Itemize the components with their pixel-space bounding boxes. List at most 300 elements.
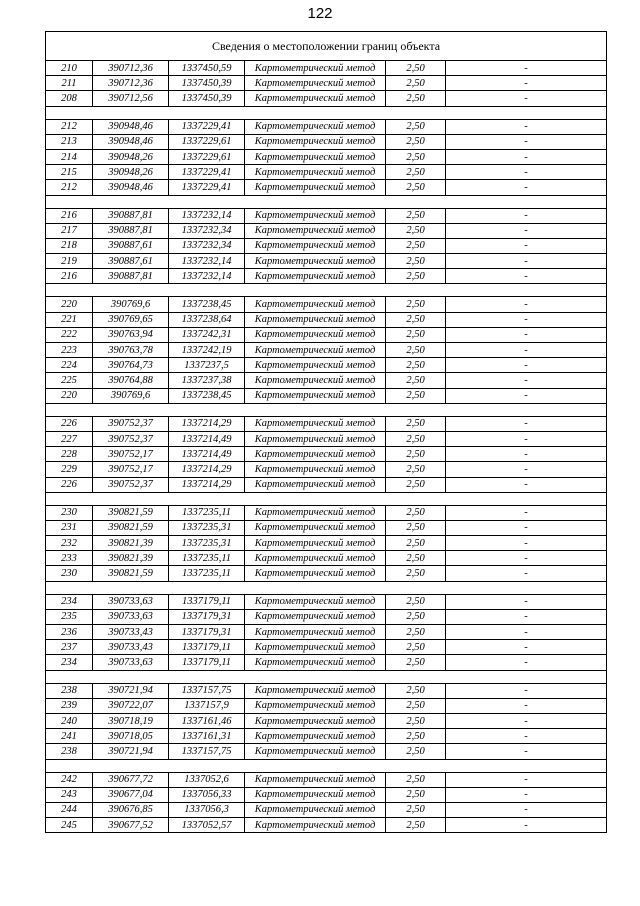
point-number-cell: 220 (46, 297, 93, 312)
accuracy-cell: 2,50 (386, 327, 446, 342)
table-row (46, 787, 607, 802)
point-number-cell: 212 (46, 119, 93, 134)
point-number-cell: 240 (46, 713, 93, 728)
method-cell: Картометрический метод (245, 787, 386, 802)
description-cell: - (446, 208, 607, 223)
method-cell: Картометрический метод (245, 91, 386, 106)
table-row (46, 477, 607, 492)
x-coordinate-cell: 390948,26 (93, 149, 169, 164)
y-coordinate-cell: 1337450,59 (169, 61, 245, 76)
point-number-cell: 237 (46, 640, 93, 655)
description-cell: - (446, 269, 607, 284)
group-separator-cell (46, 106, 607, 119)
table-row (46, 254, 607, 269)
accuracy-cell: 2,50 (386, 505, 446, 520)
table-row (46, 536, 607, 551)
description-cell: - (446, 818, 607, 833)
table-row (46, 447, 607, 462)
method-cell: Картометрический метод (245, 76, 386, 91)
accuracy-cell: 2,50 (386, 772, 446, 787)
boundary-points-table (45, 31, 607, 833)
table-title: Сведения о местоположении границ объекта (46, 32, 607, 61)
method-cell: Картометрический метод (245, 119, 386, 134)
x-coordinate-cell: 390764,73 (93, 358, 169, 373)
table-row (46, 683, 607, 698)
method-cell: Картометрический метод (245, 327, 386, 342)
table-row (46, 640, 607, 655)
description-cell: - (446, 327, 607, 342)
method-cell: Картометрический метод (245, 729, 386, 744)
y-coordinate-cell: 1337052,57 (169, 818, 245, 833)
description-cell: - (446, 373, 607, 388)
point-number-cell: 232 (46, 536, 93, 551)
x-coordinate-cell: 390718,19 (93, 713, 169, 728)
description-cell: - (446, 431, 607, 446)
table-row (46, 269, 607, 284)
x-coordinate-cell: 390733,63 (93, 594, 169, 609)
point-number-cell: 238 (46, 683, 93, 698)
table-row (46, 223, 607, 238)
description-cell: - (446, 772, 607, 787)
page-number: 122 (307, 5, 333, 22)
point-number-cell: 229 (46, 462, 93, 477)
table-row (46, 609, 607, 624)
description-cell: - (446, 729, 607, 744)
y-coordinate-cell: 1337214,29 (169, 462, 245, 477)
table-row (46, 462, 607, 477)
table-row (46, 91, 607, 106)
description-cell: - (446, 594, 607, 609)
x-coordinate-cell: 390718,05 (93, 729, 169, 744)
y-coordinate-cell: 1337232,34 (169, 238, 245, 253)
method-cell: Картометрический метод (245, 625, 386, 640)
method-cell: Картометрический метод (245, 713, 386, 728)
method-cell: Картометрический метод (245, 165, 386, 180)
description-cell: - (446, 149, 607, 164)
accuracy-cell: 2,50 (386, 297, 446, 312)
y-coordinate-cell: 1337238,64 (169, 312, 245, 327)
description-cell: - (446, 566, 607, 581)
y-coordinate-cell: 1337179,11 (169, 594, 245, 609)
table-row (46, 180, 607, 195)
method-cell: Картометрический метод (245, 536, 386, 551)
table-row (46, 119, 607, 134)
point-number-cell: 226 (46, 477, 93, 492)
description-cell: - (446, 388, 607, 403)
y-coordinate-cell: 1337232,14 (169, 208, 245, 223)
method-cell: Картометрический метод (245, 416, 386, 431)
description-cell: - (446, 416, 607, 431)
x-coordinate-cell: 390712,36 (93, 61, 169, 76)
y-coordinate-cell: 1337232,14 (169, 269, 245, 284)
group-separator-row (46, 492, 607, 505)
description-cell: - (446, 477, 607, 492)
method-cell: Картометрический метод (245, 61, 386, 76)
description-cell: - (446, 119, 607, 134)
y-coordinate-cell: 1337214,49 (169, 431, 245, 446)
x-coordinate-cell: 390677,04 (93, 787, 169, 802)
point-number-cell: 216 (46, 269, 93, 284)
table-row (46, 358, 607, 373)
table-row (46, 594, 607, 609)
accuracy-cell: 2,50 (386, 787, 446, 802)
method-cell: Картометрический метод (245, 431, 386, 446)
accuracy-cell: 2,50 (386, 729, 446, 744)
y-coordinate-cell: 1337235,11 (169, 505, 245, 520)
table-row (46, 802, 607, 817)
accuracy-cell: 2,50 (386, 416, 446, 431)
accuracy-cell: 2,50 (386, 744, 446, 759)
y-coordinate-cell: 1337235,11 (169, 551, 245, 566)
group-separator-cell (46, 195, 607, 208)
accuracy-cell: 2,50 (386, 238, 446, 253)
method-cell: Картометрический метод (245, 447, 386, 462)
accuracy-cell: 2,50 (386, 312, 446, 327)
group-separator-cell (46, 284, 607, 297)
accuracy-cell: 2,50 (386, 254, 446, 269)
y-coordinate-cell: 1337237,38 (169, 373, 245, 388)
y-coordinate-cell: 1337235,31 (169, 520, 245, 535)
table-row (46, 744, 607, 759)
point-number-cell: 239 (46, 698, 93, 713)
method-cell: Картометрический метод (245, 698, 386, 713)
y-coordinate-cell: 1337179,11 (169, 640, 245, 655)
point-number-cell: 211 (46, 76, 93, 91)
group-separator-row (46, 670, 607, 683)
y-coordinate-cell: 1337238,45 (169, 297, 245, 312)
description-cell: - (446, 358, 607, 373)
method-cell: Картометрический метод (245, 208, 386, 223)
point-number-cell: 227 (46, 431, 93, 446)
group-separator-cell (46, 581, 607, 594)
table-row (46, 729, 607, 744)
accuracy-cell: 2,50 (386, 520, 446, 535)
x-coordinate-cell: 390887,81 (93, 223, 169, 238)
description-cell: - (446, 254, 607, 269)
y-coordinate-cell: 1337179,11 (169, 655, 245, 670)
point-number-cell: 213 (46, 134, 93, 149)
method-cell: Картометрический метод (245, 744, 386, 759)
accuracy-cell: 2,50 (386, 447, 446, 462)
accuracy-cell: 2,50 (386, 388, 446, 403)
accuracy-cell: 2,50 (386, 76, 446, 91)
x-coordinate-cell: 390752,37 (93, 416, 169, 431)
description-cell: - (446, 91, 607, 106)
point-number-cell: 241 (46, 729, 93, 744)
table-row (46, 208, 607, 223)
point-number-cell: 244 (46, 802, 93, 817)
table-row (46, 238, 607, 253)
table-body (46, 32, 607, 833)
y-coordinate-cell: 1337157,9 (169, 698, 245, 713)
method-cell: Картометрический метод (245, 566, 386, 581)
accuracy-cell: 2,50 (386, 609, 446, 624)
x-coordinate-cell: 390887,61 (93, 238, 169, 253)
accuracy-cell: 2,50 (386, 358, 446, 373)
accuracy-cell: 2,50 (386, 134, 446, 149)
x-coordinate-cell: 390948,46 (93, 180, 169, 195)
point-number-cell: 242 (46, 772, 93, 787)
y-coordinate-cell: 1337450,39 (169, 91, 245, 106)
x-coordinate-cell: 390821,59 (93, 505, 169, 520)
table-row (46, 149, 607, 164)
x-coordinate-cell: 390721,94 (93, 683, 169, 698)
x-coordinate-cell: 390712,36 (93, 76, 169, 91)
y-coordinate-cell: 1337237,5 (169, 358, 245, 373)
table-row (46, 61, 607, 76)
y-coordinate-cell: 1337238,45 (169, 388, 245, 403)
accuracy-cell: 2,50 (386, 269, 446, 284)
point-number-cell: 236 (46, 625, 93, 640)
description-cell: - (446, 343, 607, 358)
point-number-cell: 219 (46, 254, 93, 269)
accuracy-cell: 2,50 (386, 61, 446, 76)
accuracy-cell: 2,50 (386, 91, 446, 106)
description-cell: - (446, 787, 607, 802)
description-cell: - (446, 447, 607, 462)
description-cell: - (446, 551, 607, 566)
description-cell: - (446, 609, 607, 624)
x-coordinate-cell: 390887,61 (93, 254, 169, 269)
group-separator-cell (46, 403, 607, 416)
x-coordinate-cell: 390821,59 (93, 520, 169, 535)
x-coordinate-cell: 390948,26 (93, 165, 169, 180)
x-coordinate-cell: 390733,43 (93, 625, 169, 640)
table-row (46, 388, 607, 403)
description-cell: - (446, 165, 607, 180)
accuracy-cell: 2,50 (386, 536, 446, 551)
y-coordinate-cell: 1337179,31 (169, 609, 245, 624)
description-cell: - (446, 655, 607, 670)
table-row (46, 327, 607, 342)
accuracy-cell: 2,50 (386, 223, 446, 238)
point-number-cell: 234 (46, 655, 93, 670)
table-row (46, 772, 607, 787)
table-row (46, 134, 607, 149)
method-cell: Картометрический метод (245, 594, 386, 609)
point-number-cell: 222 (46, 327, 93, 342)
x-coordinate-cell: 390733,63 (93, 655, 169, 670)
table-row (46, 297, 607, 312)
table-title-row (46, 32, 607, 61)
description-cell: - (446, 505, 607, 520)
y-coordinate-cell: 1337232,14 (169, 254, 245, 269)
accuracy-cell: 2,50 (386, 655, 446, 670)
group-separator-row (46, 106, 607, 119)
group-separator-row (46, 581, 607, 594)
description-cell: - (446, 698, 607, 713)
y-coordinate-cell: 1337214,29 (169, 477, 245, 492)
group-separator-row (46, 759, 607, 772)
method-cell: Картометрический метод (245, 223, 386, 238)
method-cell: Картометрический метод (245, 388, 386, 403)
y-coordinate-cell: 1337157,75 (169, 744, 245, 759)
point-number-cell: 243 (46, 787, 93, 802)
description-cell: - (446, 61, 607, 76)
accuracy-cell: 2,50 (386, 713, 446, 728)
x-coordinate-cell: 390763,78 (93, 343, 169, 358)
y-coordinate-cell: 1337232,34 (169, 223, 245, 238)
group-separator-row (46, 284, 607, 297)
method-cell: Картометрический метод (245, 683, 386, 698)
x-coordinate-cell: 390752,17 (93, 447, 169, 462)
x-coordinate-cell: 390769,6 (93, 388, 169, 403)
accuracy-cell: 2,50 (386, 551, 446, 566)
y-coordinate-cell: 1337214,29 (169, 416, 245, 431)
point-number-cell: 210 (46, 61, 93, 76)
table-row (46, 431, 607, 446)
accuracy-cell: 2,50 (386, 594, 446, 609)
method-cell: Картометрический метод (245, 180, 386, 195)
description-cell: - (446, 312, 607, 327)
accuracy-cell: 2,50 (386, 698, 446, 713)
x-coordinate-cell: 390676,85 (93, 802, 169, 817)
y-coordinate-cell: 1337235,31 (169, 536, 245, 551)
method-cell: Картометрический метод (245, 551, 386, 566)
y-coordinate-cell: 1337229,61 (169, 134, 245, 149)
method-cell: Картометрический метод (245, 802, 386, 817)
point-number-cell: 218 (46, 238, 93, 253)
table-row (46, 625, 607, 640)
description-cell: - (446, 223, 607, 238)
x-coordinate-cell: 390769,65 (93, 312, 169, 327)
point-number-cell: 224 (46, 358, 93, 373)
y-coordinate-cell: 1337056,3 (169, 802, 245, 817)
table-row (46, 520, 607, 535)
x-coordinate-cell: 390722,07 (93, 698, 169, 713)
y-coordinate-cell: 1337242,31 (169, 327, 245, 342)
y-coordinate-cell: 1337056,33 (169, 787, 245, 802)
y-coordinate-cell: 1337052,6 (169, 772, 245, 787)
group-separator-cell (46, 492, 607, 505)
x-coordinate-cell: 390677,52 (93, 818, 169, 833)
y-coordinate-cell: 1337161,46 (169, 713, 245, 728)
method-cell: Картометрический метод (245, 343, 386, 358)
description-cell: - (446, 640, 607, 655)
description-cell: - (446, 744, 607, 759)
x-coordinate-cell: 390769,6 (93, 297, 169, 312)
y-coordinate-cell: 1337242,19 (169, 343, 245, 358)
method-cell: Картометрический метод (245, 269, 386, 284)
description-cell: - (446, 238, 607, 253)
table-row (46, 312, 607, 327)
method-cell: Картометрический метод (245, 505, 386, 520)
point-number-cell: 217 (46, 223, 93, 238)
accuracy-cell: 2,50 (386, 149, 446, 164)
description-cell: - (446, 134, 607, 149)
point-number-cell: 238 (46, 744, 93, 759)
group-separator-row (46, 403, 607, 416)
description-cell: - (446, 520, 607, 535)
table-row (46, 698, 607, 713)
x-coordinate-cell: 390733,63 (93, 609, 169, 624)
x-coordinate-cell: 390821,39 (93, 536, 169, 551)
x-coordinate-cell: 390712,56 (93, 91, 169, 106)
description-cell: - (446, 683, 607, 698)
accuracy-cell: 2,50 (386, 566, 446, 581)
accuracy-cell: 2,50 (386, 683, 446, 698)
point-number-cell: 212 (46, 180, 93, 195)
point-number-cell: 226 (46, 416, 93, 431)
method-cell: Картометрический метод (245, 149, 386, 164)
group-separator-cell (46, 759, 607, 772)
point-number-cell: 220 (46, 388, 93, 403)
accuracy-cell: 2,50 (386, 640, 446, 655)
point-number-cell: 245 (46, 818, 93, 833)
table-row (46, 713, 607, 728)
method-cell: Картометрический метод (245, 477, 386, 492)
method-cell: Картометрический метод (245, 772, 386, 787)
x-coordinate-cell: 390887,81 (93, 269, 169, 284)
x-coordinate-cell: 390821,59 (93, 566, 169, 581)
accuracy-cell: 2,50 (386, 180, 446, 195)
point-number-cell: 221 (46, 312, 93, 327)
method-cell: Картометрический метод (245, 238, 386, 253)
point-number-cell: 228 (46, 447, 93, 462)
accuracy-cell: 2,50 (386, 373, 446, 388)
table-row (46, 165, 607, 180)
accuracy-cell: 2,50 (386, 431, 446, 446)
point-number-cell: 215 (46, 165, 93, 180)
method-cell: Картометрический метод (245, 134, 386, 149)
group-separator-row (46, 195, 607, 208)
method-cell: Картометрический метод (245, 609, 386, 624)
description-cell: - (446, 462, 607, 477)
y-coordinate-cell: 1337229,41 (169, 165, 245, 180)
point-number-cell: 214 (46, 149, 93, 164)
method-cell: Картометрический метод (245, 818, 386, 833)
point-number-cell: 234 (46, 594, 93, 609)
description-cell: - (446, 536, 607, 551)
x-coordinate-cell: 390763,94 (93, 327, 169, 342)
x-coordinate-cell: 390948,46 (93, 119, 169, 134)
method-cell: Картометрический метод (245, 358, 386, 373)
point-number-cell: 235 (46, 609, 93, 624)
table-row (46, 505, 607, 520)
x-coordinate-cell: 390821,39 (93, 551, 169, 566)
description-cell: - (446, 625, 607, 640)
y-coordinate-cell: 1337179,31 (169, 625, 245, 640)
x-coordinate-cell: 390752,37 (93, 477, 169, 492)
y-coordinate-cell: 1337161,31 (169, 729, 245, 744)
table-row (46, 416, 607, 431)
accuracy-cell: 2,50 (386, 802, 446, 817)
x-coordinate-cell: 390733,43 (93, 640, 169, 655)
table-row (46, 76, 607, 91)
table-row (46, 818, 607, 833)
point-number-cell: 223 (46, 343, 93, 358)
point-number-cell: 208 (46, 91, 93, 106)
y-coordinate-cell: 1337229,41 (169, 119, 245, 134)
point-number-cell: 225 (46, 373, 93, 388)
accuracy-cell: 2,50 (386, 208, 446, 223)
table-row (46, 373, 607, 388)
accuracy-cell: 2,50 (386, 818, 446, 833)
description-cell: - (446, 802, 607, 817)
method-cell: Картометрический метод (245, 297, 386, 312)
y-coordinate-cell: 1337450,39 (169, 76, 245, 91)
x-coordinate-cell: 390887,81 (93, 208, 169, 223)
point-number-cell: 230 (46, 505, 93, 520)
accuracy-cell: 2,50 (386, 343, 446, 358)
accuracy-cell: 2,50 (386, 625, 446, 640)
method-cell: Картометрический метод (245, 520, 386, 535)
x-coordinate-cell: 390721,94 (93, 744, 169, 759)
y-coordinate-cell: 1337214,49 (169, 447, 245, 462)
description-cell: - (446, 180, 607, 195)
table-row (46, 566, 607, 581)
point-number-cell: 216 (46, 208, 93, 223)
